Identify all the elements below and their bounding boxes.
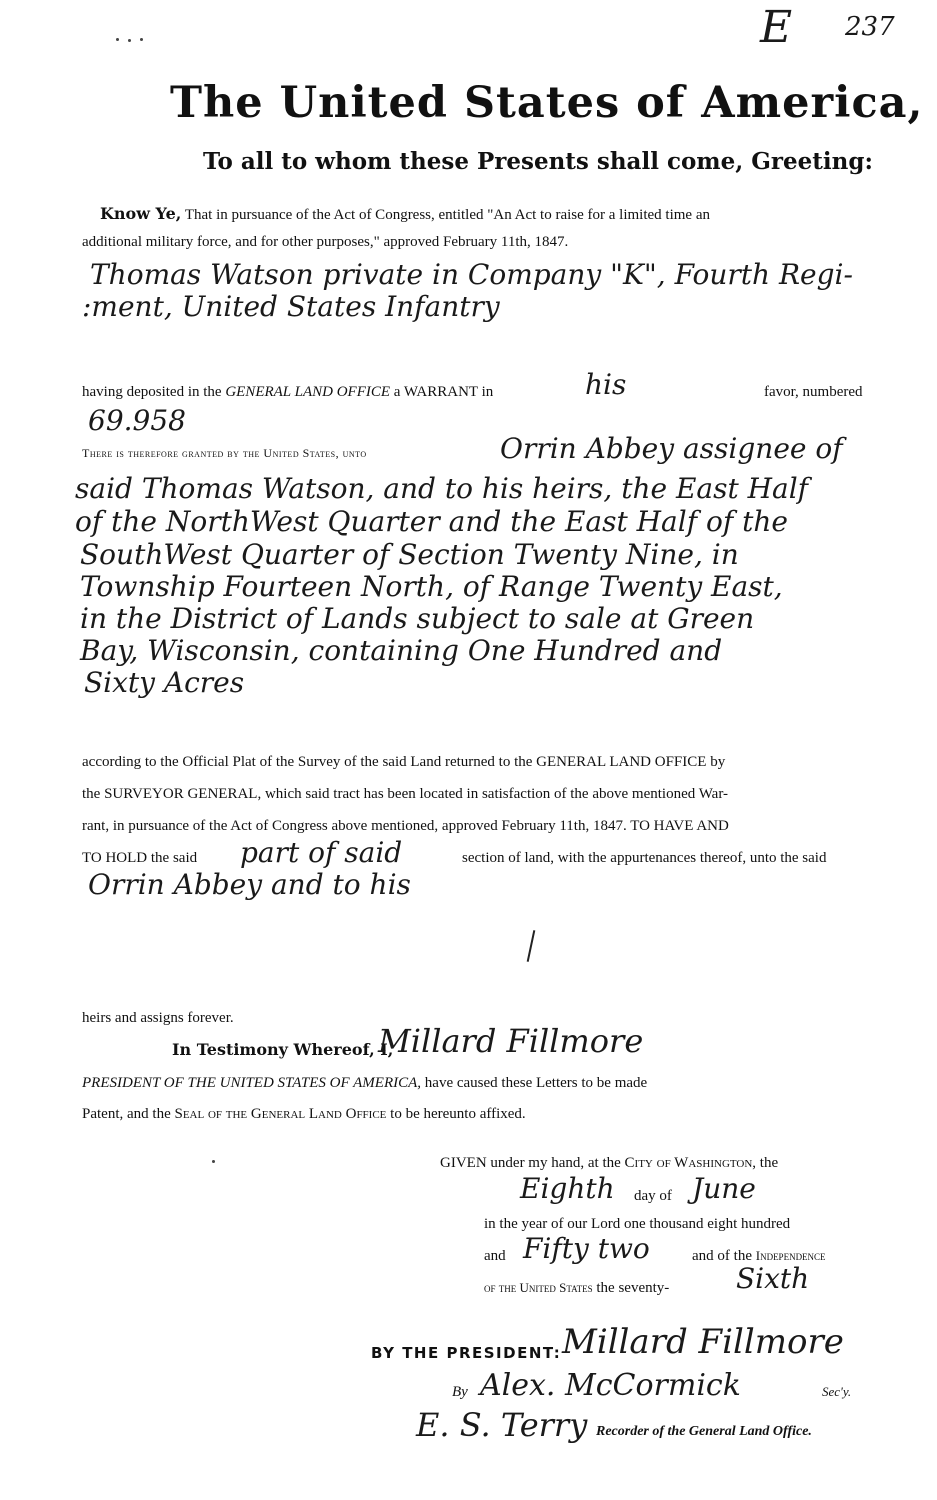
- recorder-title: Recorder of the General Land Office.: [596, 1424, 812, 1439]
- by-label: By: [452, 1384, 468, 1400]
- handwritten-president-name: Millard Fillmore: [378, 1022, 644, 1060]
- land-description-line-5: in the District of Lands subject to sale at Green: [80, 602, 755, 635]
- grantee-line-1: Orrin Abbey assignee of: [500, 432, 843, 465]
- day-of-label: day of: [634, 1188, 672, 1204]
- secretary-signature: Alex. McCormick: [480, 1368, 741, 1403]
- document-title: The United States of America,: [170, 78, 924, 128]
- handwritten-month: June: [692, 1172, 756, 1205]
- president-signature: Millard Fillmore: [562, 1322, 844, 1362]
- heirs-forever: heirs and assigns forever.: [82, 1010, 234, 1026]
- speck: [212, 1160, 215, 1163]
- handwritten-his: his: [585, 368, 627, 401]
- handwritten-soldier-line-1: Thomas Watson private in Company "K", Fourth Regi-: [90, 258, 853, 291]
- handwritten-soldier-line-2: :ment, United States Infantry: [82, 290, 500, 323]
- president-line: PRESIDENT OF THE UNITED STATES OF AMERICA, have caused these Letters to be made: [82, 1075, 648, 1091]
- file-letter: E: [760, 2, 793, 53]
- land-description-line-6: Bay, Wisconsin, containing One Hundred and: [80, 634, 723, 667]
- land-description-line-3: SouthWest Quarter of Section Twenty Nine, in: [80, 538, 739, 571]
- independence-line: and of the Independence: [692, 1248, 826, 1264]
- preamble-line-1: Know Ye, That in pursuance of the Act of Congress, entitled "An Act to raise for a limited time an: [100, 204, 710, 223]
- testimony-label: In Testimony Whereof, I,: [172, 1040, 394, 1059]
- handwritten-sixth: Sixth: [736, 1262, 810, 1295]
- land-description-line-2: of the NorthWest Quarter and the East Half of the: [75, 505, 788, 538]
- to-hold-label: TO HOLD the said: [82, 850, 198, 866]
- greeting: To all to whom these Presents shall come, Greeting:: [203, 148, 873, 175]
- land-description-line-4: Township Fourteen North, of Range Twenty East,: [80, 570, 783, 603]
- handwritten-day: Eighth: [520, 1172, 615, 1205]
- handwritten-part: part of said: [240, 836, 403, 869]
- warrant-line: having deposited in the GENERAL LAND OFFICE a WARRANT in: [82, 384, 494, 400]
- united-states-line: of the United States the seventy-: [484, 1280, 670, 1296]
- recorder-signature: E. S. Terry: [416, 1406, 588, 1444]
- secretary-title: Sec'y.: [822, 1384, 852, 1399]
- favor-numbered: favor, numbered: [764, 384, 863, 400]
- grant-clause: There is therefore granted by the United States, unto: [82, 446, 367, 460]
- given-line: GIVEN under my hand, at the City of Washington, the: [440, 1155, 779, 1171]
- pen-stroke: [527, 930, 536, 962]
- land-description-line-7: Sixty Acres: [84, 666, 245, 699]
- speck: [140, 38, 143, 41]
- file-number: 237: [845, 12, 895, 42]
- preamble-line-2: additional military force, and for other purposes," approved February 11th, 1847.: [82, 234, 569, 250]
- warrant-number: 69.958: [88, 404, 186, 437]
- handwritten-year: Fifty two: [523, 1232, 650, 1265]
- survey-line-2: the SURVEYOR GENERAL, which said tract has been located in satisfaction of the above mentioned War-: [82, 786, 729, 802]
- survey-line-3: rant, in pursuance of the Act of Congress above mentioned, approved February 11th, 1847. TO HAVE AND: [82, 818, 729, 834]
- survey-line-1: according to the Official Plat of the Survey of the said Land returned to the GENERAL LAND OFFICE by: [82, 754, 726, 770]
- speck: [116, 38, 119, 41]
- patent-line: Patent, and the Seal of the General Land Office to be hereunto affixed.: [82, 1106, 526, 1122]
- speck: [128, 39, 131, 42]
- and-label: and: [484, 1248, 506, 1264]
- to-hold-rest: section of land, with the appurtenances thereof, unto the said: [462, 850, 827, 866]
- land-description-line-1: said Thomas Watson, and to his heirs, the East Half: [75, 472, 809, 505]
- year-line: in the year of our Lord one thousand eight hundred: [484, 1216, 791, 1232]
- handwritten-heirs: Orrin Abbey and to his: [88, 868, 411, 901]
- by-the-president-label: BY THE PRESIDENT:: [371, 1344, 562, 1362]
